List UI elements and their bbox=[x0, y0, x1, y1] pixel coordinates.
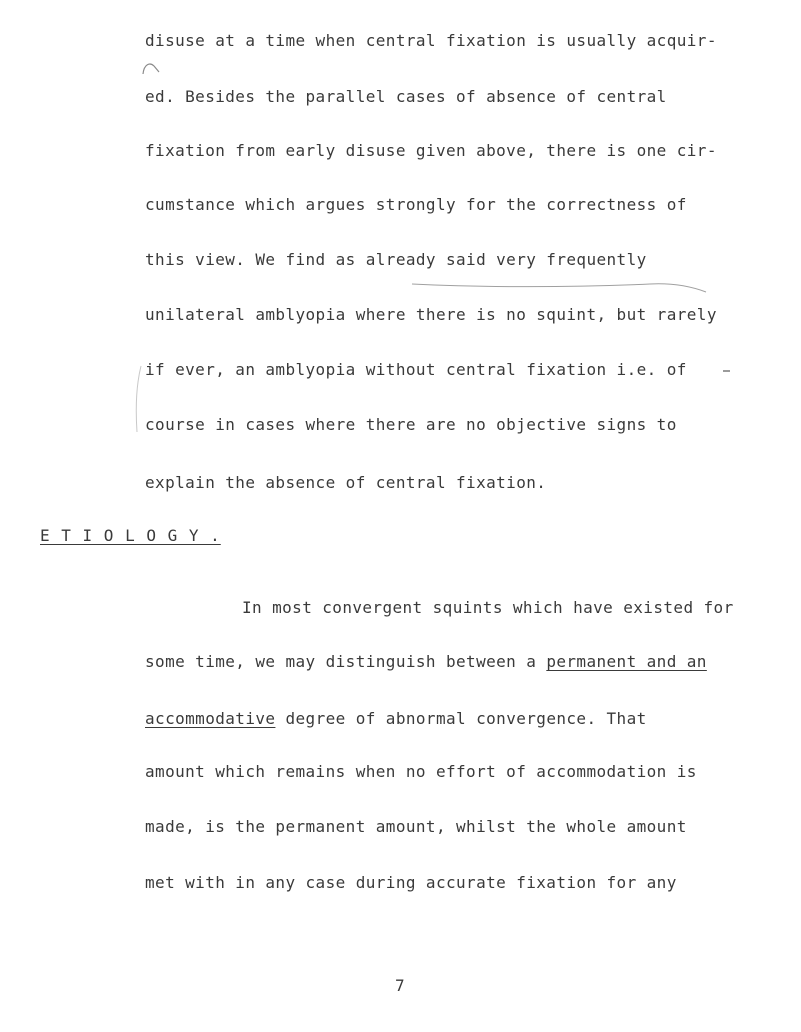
paragraph2-line-2-start: some time, we may distinguish between a bbox=[145, 652, 547, 671]
section-heading-etiology bbox=[40, 526, 221, 546]
paragraph1-line-6: unilateral amblyopia where there is no squint, but rarely bbox=[145, 305, 717, 324]
pencil-underline-mark-icon bbox=[410, 280, 710, 300]
dash-mark-icon bbox=[722, 366, 732, 376]
paragraph2-line-3-end: degree of abnormal convergence. That bbox=[275, 709, 647, 728]
paragraph2-line-4: amount which remains when no effort of accommodation is bbox=[145, 762, 697, 781]
paragraph1-line-2: ed. Besides the parallel cases of absence of central bbox=[145, 87, 667, 106]
paragraph1-line-5: this view. We find as already said very frequently bbox=[145, 250, 647, 269]
paragraph1-line-7: if ever, an amblyopia without central fixation i.e. of bbox=[145, 360, 687, 379]
underlined-term-permanent: permanent and an bbox=[546, 652, 707, 671]
margin-faint-mark-icon bbox=[127, 362, 147, 442]
section-heading-text: E T I O L O G Y . bbox=[40, 526, 221, 545]
paragraph1-line-9: explain the absence of central fixation. bbox=[145, 473, 547, 492]
paragraph2-line-1: In most convergent squints which have existed for bbox=[242, 598, 734, 617]
paragraph2-line-3 bbox=[145, 709, 647, 729]
paragraph2-line-5: made, is the permanent amount, whilst the whole amount bbox=[145, 817, 687, 836]
paragraph2-line-6: met with in any case during accurate fixation for any bbox=[145, 873, 677, 892]
margin-pencil-mark-icon bbox=[140, 58, 164, 78]
paragraph1-line-4: cumstance which argues strongly for the correctness of bbox=[145, 195, 687, 214]
paragraph1-line-1: disuse at a time when central fixation is usually acquir- bbox=[145, 31, 717, 50]
paragraph2-line-2 bbox=[145, 652, 707, 672]
paragraph1-line-3: fixation from early disuse given above, there is one cir- bbox=[145, 141, 717, 160]
underlined-term-accommodative: accommodative bbox=[145, 709, 276, 728]
page-number: 7 bbox=[395, 976, 406, 995]
paragraph1-line-8: course in cases where there are no objective signs to bbox=[145, 415, 677, 434]
